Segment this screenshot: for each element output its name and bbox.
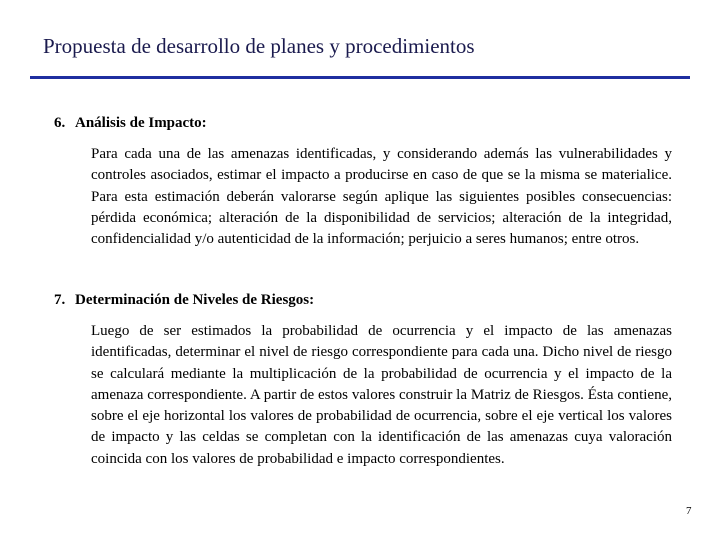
title-divider <box>30 76 690 79</box>
section-heading-text: Análisis de Impacto: <box>75 115 207 131</box>
section-risk-levels <box>54 292 674 470</box>
section-impact-analysis <box>54 115 674 250</box>
section-number: 6. <box>54 115 66 131</box>
slide-title: Propuesta de desarrollo de planes y procedimientos <box>43 34 475 58</box>
section-body: Para cada una de las amenazas identificadas, y considerando además las vulnerabilidades y controles asociados, estimar el impacto a producirse en caso de que se la misma se materialice. Para esta estimación deberán valorarse según aplique las siguientes posibles consecuencias: pérdida económica; alteración de la disponibilidad de servicios; alteración de la integridad, confidencialidad y/o autenticidad de la información; perjuicio a seres humanos; entre otros. <box>91 146 672 248</box>
section-heading-text: Determinación de Niveles de Riesgos: <box>75 292 315 308</box>
section-heading <box>54 115 674 132</box>
section-number: 7. <box>54 292 66 308</box>
section-heading <box>54 292 674 309</box>
section-body: Luego de ser estimados la probabilidad de ocurrencia y el impacto de las amenazas identificadas, determinar el nivel de riesgo correspondiente para cada una. Dicho nivel de riesgo se calculará mediante la multiplicación de la probabilidad de ocurrencia y el impacto de la amenaza correspondiente. A partir de estos valores construir la Matriz de Riesgos. Ésta contiene, sobre el eje horizontal los valores de probabilidad de ocurrencia, sobre el eje vertical los valores de impacto y las celdas se completan con la identificación de las amenazas cuya valoración coincida con los valores de probabilidad e impacto correspondientes. <box>91 323 672 467</box>
page-number: 7 <box>686 505 692 517</box>
